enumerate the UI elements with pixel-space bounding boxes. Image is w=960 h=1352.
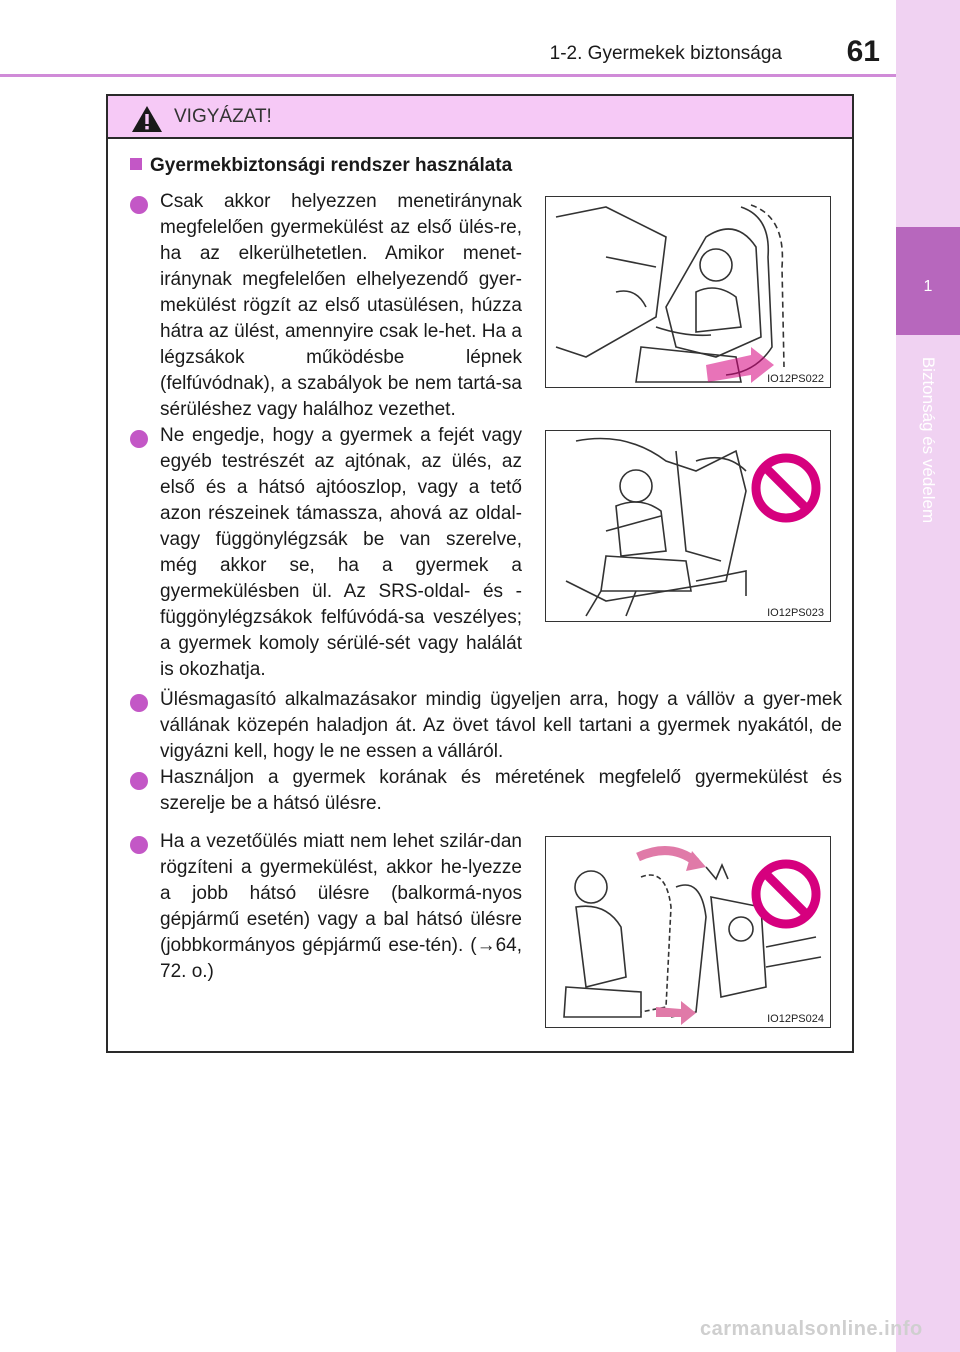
figure-code: IO12PS024 (767, 1013, 824, 1025)
bullet-icon (130, 196, 148, 214)
bullet-icon (130, 836, 148, 854)
bullet-icon (130, 772, 148, 790)
chapter-title: Biztonság és védelem (919, 356, 938, 524)
bullet-icon (130, 694, 148, 712)
rear-seat-illustration (546, 431, 830, 621)
footer-watermark: carmanualsonline.info (700, 1318, 923, 1340)
caution-box (106, 94, 854, 1053)
chapter-number: 1 (923, 278, 933, 295)
caution-title: VIGYÁZAT! (174, 106, 272, 127)
section-heading: 1-2. Gyermekek biztonsága (549, 43, 782, 64)
caution-item-5-text: Ha a vezetőülés miatt nem lehet szilár-dan rögzíteni a gyermekülést, akkor he-lyezze a jobb hátsó ülésre (balkormá-nyos gépjármű esetén) vagy a bal hátsó ülésre (jobbkormányos gépjármű ese-tén). (→64, 72. o.) (160, 831, 522, 982)
caution-item-3-text: Ülésmagasító alkalmazásakor mindig ügyeljen arra, hogy a vállöv a gyer-mek vállának közepén haladjon át. Az övet távol kell tartani a gyermek nyakától, de vigyázni kell, hogy le ne essen a válláról. (160, 689, 842, 762)
header-rule (0, 74, 896, 77)
square-bullet-icon (130, 158, 142, 170)
figure-code: IO12PS022 (767, 373, 824, 385)
figure-front-seat-child-seat (545, 196, 831, 388)
figure-seat-position-conflict (545, 836, 831, 1028)
caution-item-2-text: Ne engedje, hogy a gyermek a fejét vagy egyéb testrészét az ajtónak, az ülés, az első és a hátsó ajtóoszlop, vagy a tető azon részeinek támassza, ahová az oldal- vagy függönylégzsák be van szerelve, még akkor se, ha a gyermek a gyermekülésben ül. Az SRS-oldal- és -függönylégzsákok felfúvódá-sa veszélyes; a gyermek komoly sérülé-sét vagy halálát is okozhatja. (160, 425, 522, 680)
page-number: 61 (846, 35, 880, 68)
figure-rear-seat-child (545, 430, 831, 622)
caution-item-1-text: Csak akkor helyezzen menetiránynak megfelelően gyermekülést az első ülés-re, ha az elkerülhetetlen. Amikor menet-iránynak megfelelően elhelyezendő gyer-mekülést rögzít az első utasülésen, húzza hátra az ülést, amennyire csak le-het. Ha a légzsákok működésbe lépnek (felfúvódnak), a szabályok be nem tartá-sa sérüléshez vagy halálhoz vezethet. (160, 191, 522, 420)
bullet-icon (130, 430, 148, 448)
caution-header (108, 96, 852, 139)
warning-icon (131, 105, 163, 133)
side-tab-strip (896, 0, 960, 1352)
front-seat-illustration (546, 197, 830, 387)
seat-conflict-illustration (546, 837, 830, 1027)
caution-item-4-text: Használjon a gyermek korának és méretének megfelelő gyermekülést és szerelje be a hátsó ülésre. (160, 767, 842, 814)
figure-code: IO12PS023 (767, 607, 824, 619)
section-title: Gyermekbiztonsági rendszer használata (130, 155, 512, 177)
